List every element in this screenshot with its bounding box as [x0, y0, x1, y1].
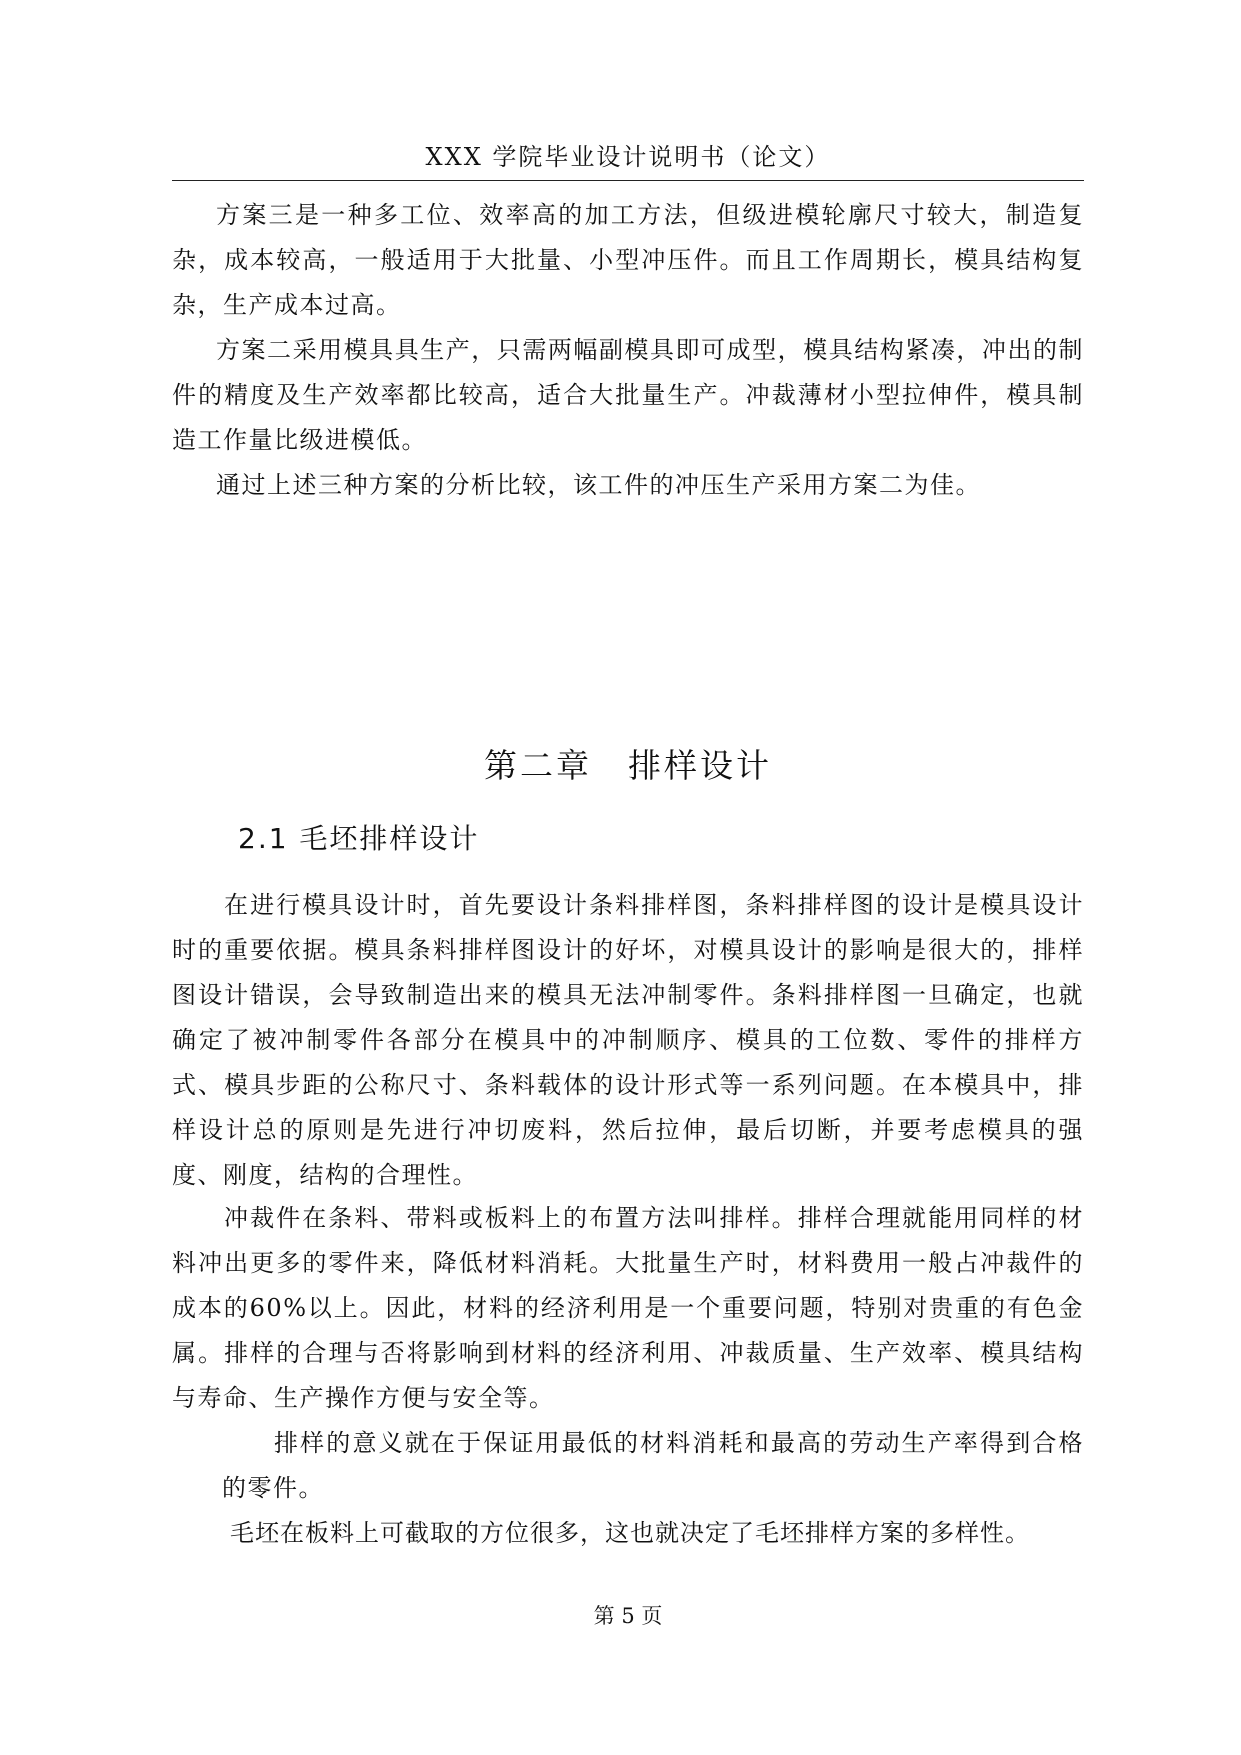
- paragraph-scheme-three: 方案三是一种多工位、效率高的加工方法，但级进模轮廓尺寸较大，制造复杂，成本较高，一般适用于大批量、小型冲压件。而且工作周期长，模具结构复杂，生产成本过高。: [172, 201, 1084, 319]
- chapter-title: 第二章 排样设计: [484, 746, 772, 785]
- page-number: 第 5 页: [593, 1604, 663, 1628]
- paragraph-blank-orientation: 毛坯在板料上可截取的方位很多，这也就决定了毛坯排样方案的多样性。: [230, 1519, 1030, 1547]
- paragraph-layout-design: 在进行模具设计时，首先要设计条料排样图，条料排样图的设计是模具设计时的重要依据。模具条料排样图设计的好坏，对模具设计的影响是很大的，排样图设计错误，会导致制造出来的模具无法冲制零件。条料排样图一旦确定，也就确定了被冲制零件各部分在模具中的冲制顺序、模具的工位数、零件的排样方式、模具步距的公称尺寸、条料载体的设计形式等一系列问题。在本模具中，排样设计总的原则是先进行冲切废料，然后拉伸，最后切断，并要考虑模具的强度、刚度，结构的合理性。: [172, 891, 1084, 1189]
- page-header: XXX 学院毕业设计说明书（论文）: [425, 143, 831, 171]
- paragraph-scheme-two: 方案二采用模具具生产，只需两幅副模具即可成型，模具结构紧凑，冲出的制件的精度及生产效率都比较高，适合大批量生产。冲裁薄材小型拉伸件，模具制造工作量比级进模低。: [172, 336, 1084, 454]
- paragraph-layout-significance: 排样的意义就在于保证用最低的材料消耗和最高的劳动生产率得到合格的零件。: [222, 1429, 1084, 1502]
- paragraph-conclusion: 通过上述三种方案的分析比较，该工件的冲压生产采用方案二为佳。: [216, 471, 981, 499]
- paragraph-layout-definition: 冲裁件在条料、带料或板料上的布置方法叫排样。排样合理就能用同样的材料冲出更多的零件来，降低材料消耗。大批量生产时，材料费用一般占冲裁件的成本的60%以上。因此，材料的经济利用是一个重要问题，特别对贵重的有色金属。排样的合理与否将影响到材料的经济利用、冲裁质量、生产效率、模具结构与寿命、生产操作方便与安全等。: [172, 1204, 1084, 1412]
- header-divider: [172, 180, 1084, 181]
- section-title: 2.1 毛坯排样设计: [238, 822, 480, 855]
